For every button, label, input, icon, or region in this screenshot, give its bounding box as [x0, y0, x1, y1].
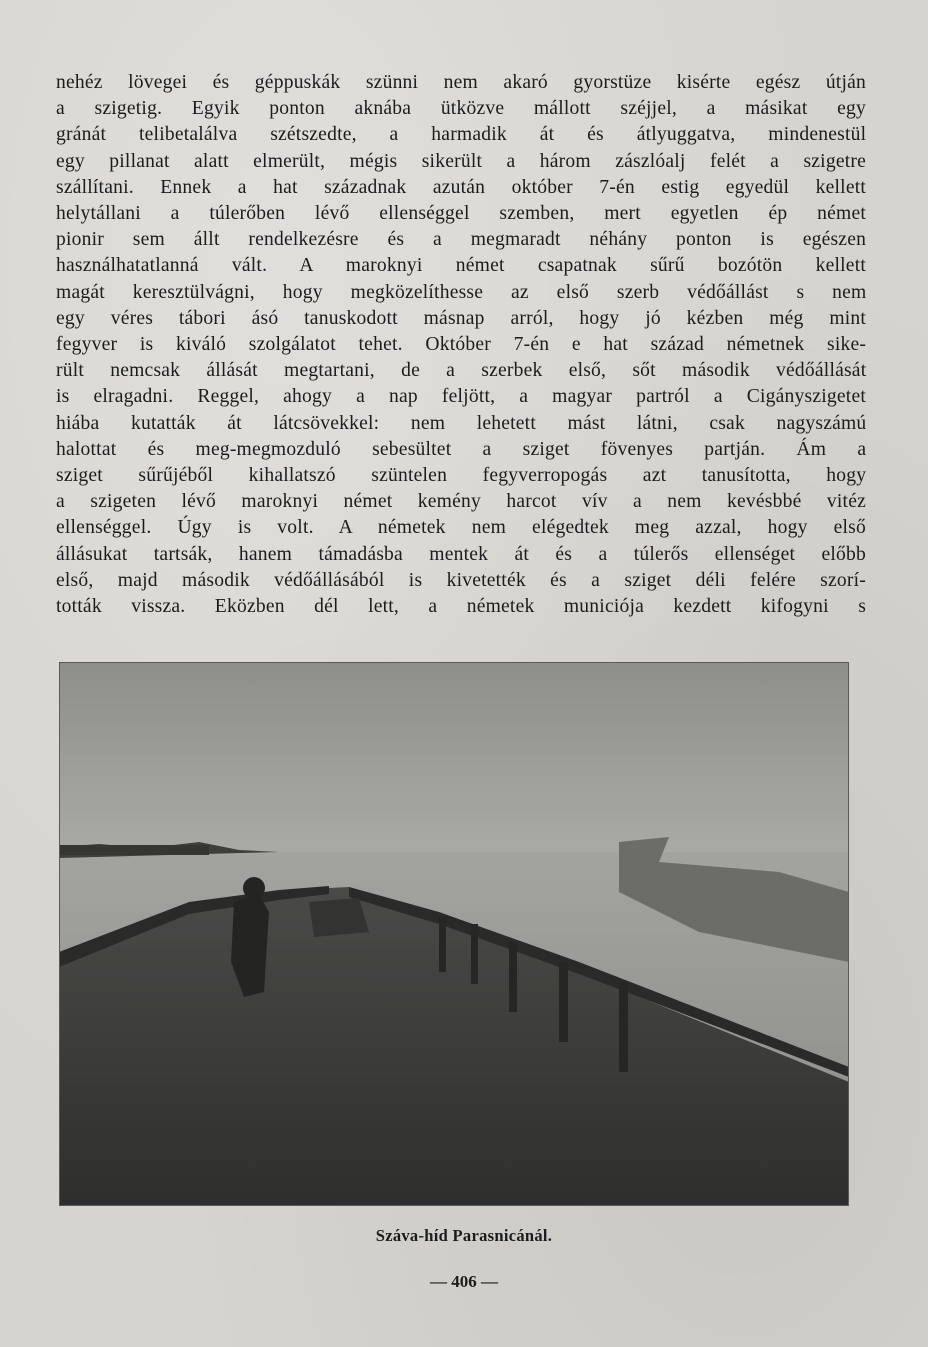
far-buildings: [59, 845, 209, 855]
text-line: első, majd második védőállásából is kivetették és a sziget déli felére szorí-: [56, 569, 866, 591]
text-line: állásukat tartsák, hanem támadásba mentek át és a túlerős ellenséget előbb: [56, 543, 866, 565]
bridge-post: [509, 942, 517, 1012]
text-line: egy véres tábori ásó tanuskodott másnap arról, hogy jó kézben még mint: [56, 307, 867, 329]
bridge-post: [471, 924, 478, 984]
body-text: [56, 70, 866, 620]
text-line: helytállani a túlerőben lévő ellenséggel szemben, mert egyetlen ép német: [56, 203, 866, 225]
text-line: gránát telibetalálva szétszedte, a harmadik át és átlyuggatva, mindenestül: [56, 124, 867, 146]
text-line: a szigetig. Egyik ponton aknába ütközve mállott széjjel, a másikat egy: [56, 98, 866, 120]
sky: [59, 662, 849, 852]
bridge-post: [619, 982, 628, 1072]
text-line: rült nemcsak állását megtartani, de a szerbek első, sőt második védőállását: [56, 360, 867, 382]
photo-caption: Száva-híd Parasnicánál.: [375, 1226, 553, 1245]
text-line: magát keresztülvágni, hogy megközelíthesse az első szerb védőállást s nem: [56, 281, 867, 303]
soldier-head: [243, 877, 265, 899]
page-number: — 406 —: [430, 1272, 498, 1291]
text-line: halottat és meg-megmozduló sebesültet a sziget fövenyes partján. Ám a: [56, 438, 867, 460]
distant-cart: [309, 898, 369, 937]
text-line: pionir sem állt rendelkezésre és a megmaradt néhány ponton is egészen: [56, 229, 867, 251]
text-line: használhatatlanná vált. A maroknyi német csapatnak sűrű bozótön kellett: [56, 255, 866, 277]
bridge-post: [559, 962, 568, 1042]
text-line: tották vissza. Eközben dél lett, a németek municiója kezdett kifogyni s: [56, 596, 867, 618]
text-line: is elragadni. Reggel, ahogy a nap feljött, a magyar partról a Cigányszigetet: [56, 386, 866, 408]
bridge-post: [439, 917, 446, 972]
text-line: szállítani. Ennek a hat századnak azután október 7-én estig egyedül kellett: [56, 176, 866, 198]
text-line: hiába kutatták át látcsövekkel: nem lehetett mást látni, csak nagyszámú: [56, 412, 867, 434]
text-line: nehéz lövegei és géppuskák szünni nem akaró gyorstüze kisérte egész útján: [56, 72, 866, 93]
bridge-photo-illustration: [59, 662, 849, 1206]
text-line: a szigeten lévő maroknyi német kemény harcot vív a nem kevésbbé vitéz: [56, 491, 866, 513]
text-line: egy pillanat alatt elmerült, mégis sikerült a három zászlóalj felét a szigetre: [56, 150, 866, 172]
text-line: fegyver is kiváló szolgálatot tehet. Október 7-én e hat század németnek sike-: [56, 334, 867, 356]
bridge-photograph: [59, 662, 849, 1206]
text-line: sziget sűrűjéből kihallatszó szüntelen fegyverropogás azt tanusította, hogy: [56, 465, 867, 487]
text-line: ellenséggel. Úgy is volt. A németek nem elégedtek meg azzal, hogy első: [56, 517, 866, 539]
